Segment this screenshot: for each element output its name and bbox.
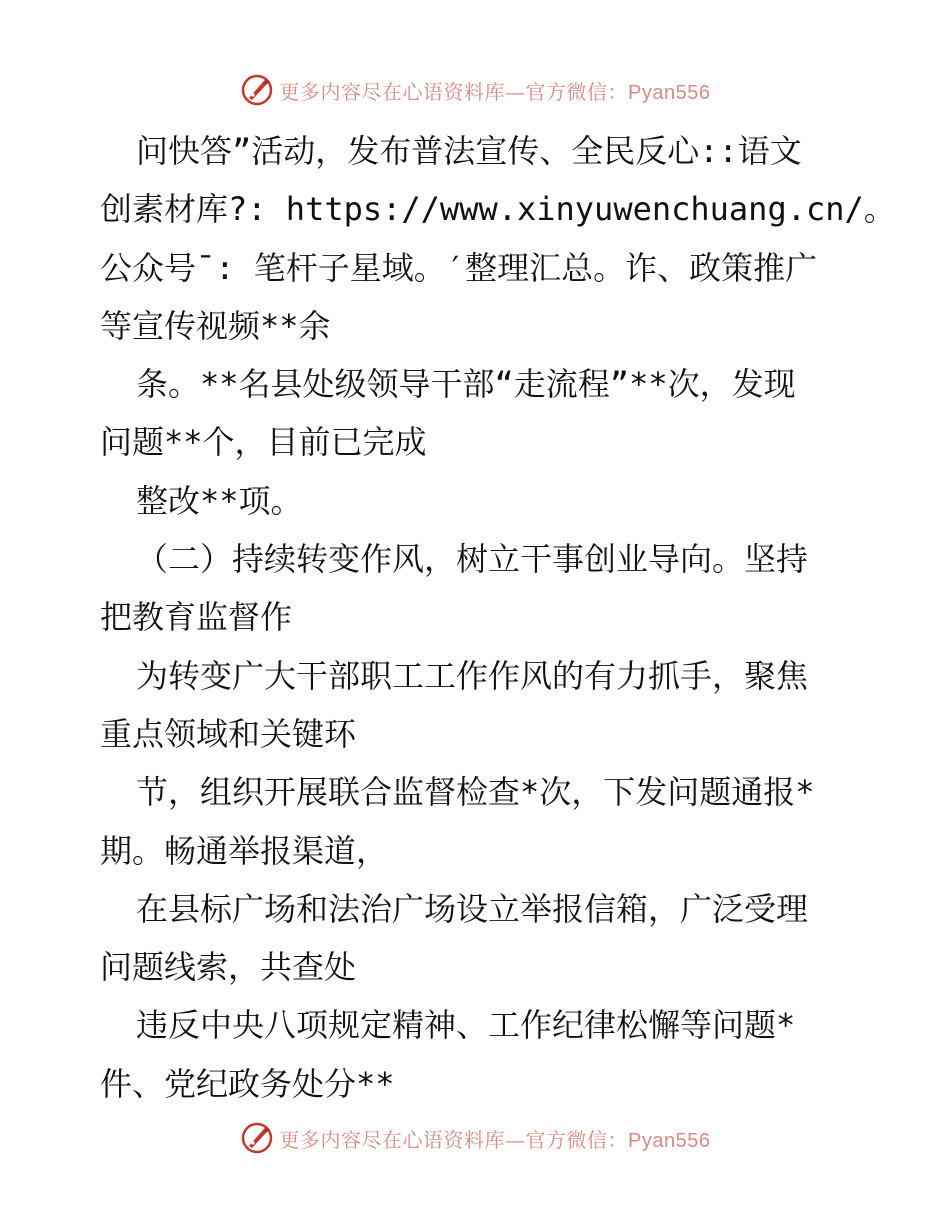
text-line: 等宣传视频**余 bbox=[100, 306, 331, 345]
watermark-dash: — bbox=[505, 1127, 526, 1152]
text-line: 节，组织开展联合监督检查*次，下发问题通报* bbox=[136, 773, 815, 812]
watermark-content bbox=[240, 1121, 711, 1155]
pen-nib-logo-icon bbox=[240, 1121, 274, 1155]
text-line: 期。畅通举报渠道， bbox=[100, 831, 389, 870]
text-line: 创素材库?: https://www.xinyuwenchuang.cn/。 bbox=[100, 190, 896, 229]
text-line: 件、党纪政务处分** bbox=[100, 1064, 395, 1103]
watermark-wechat-id: Pyan556 bbox=[628, 1129, 711, 1152]
watermark-text bbox=[280, 1124, 711, 1153]
text-line: 违反中央八项规定精神、工作纪律松懈等问题* bbox=[136, 1006, 796, 1045]
watermark-wechat-id: Pyan556 bbox=[628, 81, 711, 104]
document-body bbox=[100, 122, 896, 1113]
watermark-wechat-label: 官方微信： bbox=[525, 1127, 629, 1152]
text-line: 把教育监督作 bbox=[100, 598, 293, 637]
pen-nib-logo-icon bbox=[240, 73, 274, 107]
text-line: 公众号¯: 笔杆子星域。′整理汇总。诈、政策推广 bbox=[100, 248, 818, 287]
text-line: 重点领域和关键环 bbox=[100, 714, 357, 753]
text-line: （二）持续转变作风，树立干事创业导向。坚持 bbox=[136, 540, 809, 579]
text-line: 为转变广大干部职工工作作风的有力抓手，聚焦 bbox=[136, 656, 809, 695]
watermark-banner-top bbox=[0, 70, 950, 110]
text-line: 整改**项。 bbox=[136, 481, 303, 520]
watermark-site-text: 更多内容尽在心语资料库 bbox=[279, 1127, 506, 1152]
watermark-banner-bottom bbox=[0, 1118, 950, 1158]
text-line: 问题线索，共查处 bbox=[100, 948, 357, 987]
text-line: 条。**名县处级领导干部“走流程”**次，发现 bbox=[136, 365, 796, 404]
watermark-dash: — bbox=[505, 79, 526, 104]
watermark-content bbox=[240, 73, 711, 107]
text-line: 在县标广场和法治广场设立举报信箱，广泛受理 bbox=[136, 889, 809, 928]
watermark-text bbox=[280, 76, 711, 105]
watermark-wechat-label: 官方微信： bbox=[525, 79, 629, 104]
text-line: 问快答”活动，发布普法宣传、全民反心::语文 bbox=[136, 132, 802, 170]
watermark-site-text: 更多内容尽在心语资料库 bbox=[279, 79, 506, 104]
text-line: 问题**个，目前已完成 bbox=[100, 423, 427, 462]
